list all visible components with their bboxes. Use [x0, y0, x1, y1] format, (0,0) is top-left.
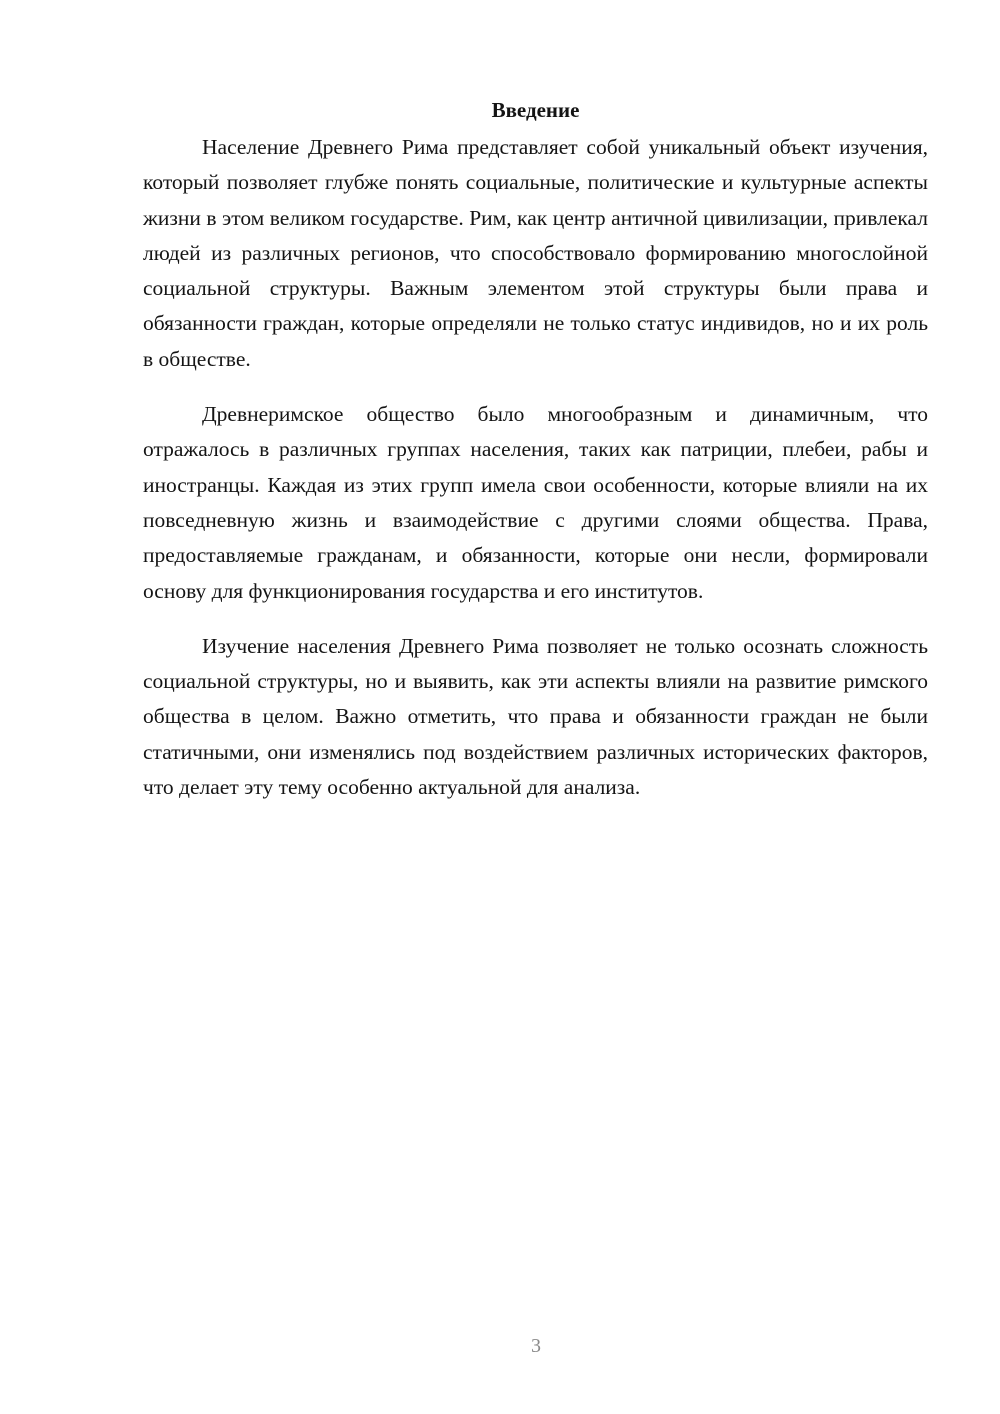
paragraph-3: Изучение населения Древнего Рима позволяет не только осознать сложность социальной структуры, но и выявить, как эти аспекты влияли на развитие римского общества в целом. Важно отметить, что права и обязанности граждан не были статичными, они изменялись под воздействием различных исторических факторов, что делает эту тему особенно актуальной для анализа. — [143, 633, 928, 800]
page-number: 3 — [531, 1335, 541, 1357]
page-content — [143, 94, 928, 825]
section-heading: Введение — [491, 98, 580, 122]
paragraph-2: Древнеримское общество было многообразным и динамичным, что отражалось в различных группах населения, таких как патриции, плебеи, рабы и иностранцы. Каждая из этих групп имела свои особенности, которые влияли на их повседневную жизнь и взаимодействие с другими слоями общества. Права, предоставляемые гражданам, и обязанности, которые они несли, формировали основу для функционирования государства и его институтов. — [143, 402, 928, 603]
paragraph-1: Население Древнего Рима представляет собой уникальный объект изучения, который позволяет глубже понять социальные, политические и культурные аспекты жизни в этом великом государстве. Рим, как центр античной цивилизации, привлекал людей из различных регионов, что способствовало формированию многослойной социальной структуры. Важным элементом этой структуры были права и обязанности граждан, которые определяли не только статус индивидов, но и их роль в обществе. — [143, 135, 928, 371]
